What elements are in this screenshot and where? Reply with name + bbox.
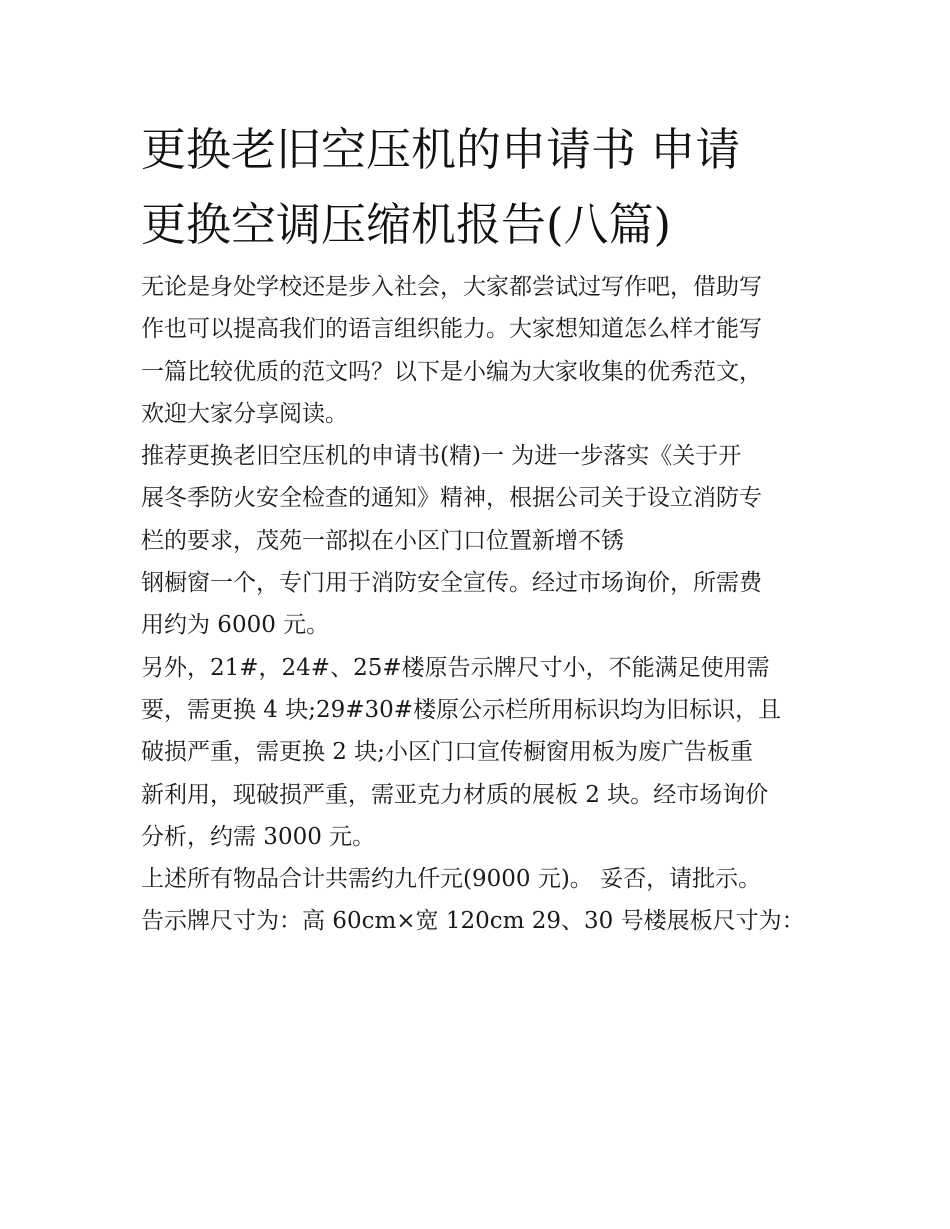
text-line: 展冬季防火安全检查的通知》精神，根据公司关于设立消防专	[141, 485, 762, 512]
text-line: 破损严重，需更换 2 块;小区门口宣传橱窗用板为废广告板重	[141, 739, 754, 766]
text-line: 告示牌尺寸为：高 60cm×宽 120cm 29、30 号楼展板尺寸为：	[141, 908, 805, 935]
text-line: 钢橱窗一个，专门用于消防安全宣传。经过市场询价，所需费	[141, 570, 762, 597]
text-line: 栏的要求，茂苑一部拟在小区门口位置新增不锈	[141, 527, 624, 554]
text-line: 推荐更换老旧空压机的申请书(精)一 为进一步落实《关于开	[141, 443, 742, 470]
text-line: 欢迎大家分享阅读。	[141, 400, 348, 427]
paragraph-additional	[141, 647, 821, 858]
document-title	[141, 112, 821, 262]
paragraph-request	[141, 435, 821, 646]
text-line: 另外，21#，24#、25#楼原告示牌尺寸小，不能满足使用需	[141, 654, 770, 681]
paragraph-dimensions	[141, 900, 821, 942]
document-body	[141, 112, 821, 943]
paragraph-total	[141, 858, 821, 900]
paragraph-intro	[141, 266, 821, 435]
text-line: 一篇比较优质的范文吗？以下是小编为大家收集的优秀范文，	[141, 358, 762, 385]
text-line: 作也可以提高我们的语言组织能力。大家想知道怎么样才能写	[141, 316, 762, 343]
title-line-1: 更换老旧空压机的申请书 申请	[141, 123, 741, 176]
text-line: 新利用，现破损严重，需亚克力材质的展板 2 块。经市场询价	[141, 781, 769, 808]
text-line: 要，需更换 4 块;29#30#楼原公示栏所用标识均为旧标识，且	[141, 696, 782, 723]
text-line: 分析，约需 3000 元。	[141, 823, 376, 850]
text-line: 用约为 6000 元。	[141, 612, 330, 639]
text-line: 无论是身处学校还是步入社会，大家都尝试过写作吧，借助写	[141, 274, 762, 300]
text-line: 上述所有物品合计共需约九仟元(9000 元)。 妥否，请批示。	[141, 866, 762, 893]
title-line-2: 更换空调压缩机报告(八篇)	[141, 198, 672, 251]
